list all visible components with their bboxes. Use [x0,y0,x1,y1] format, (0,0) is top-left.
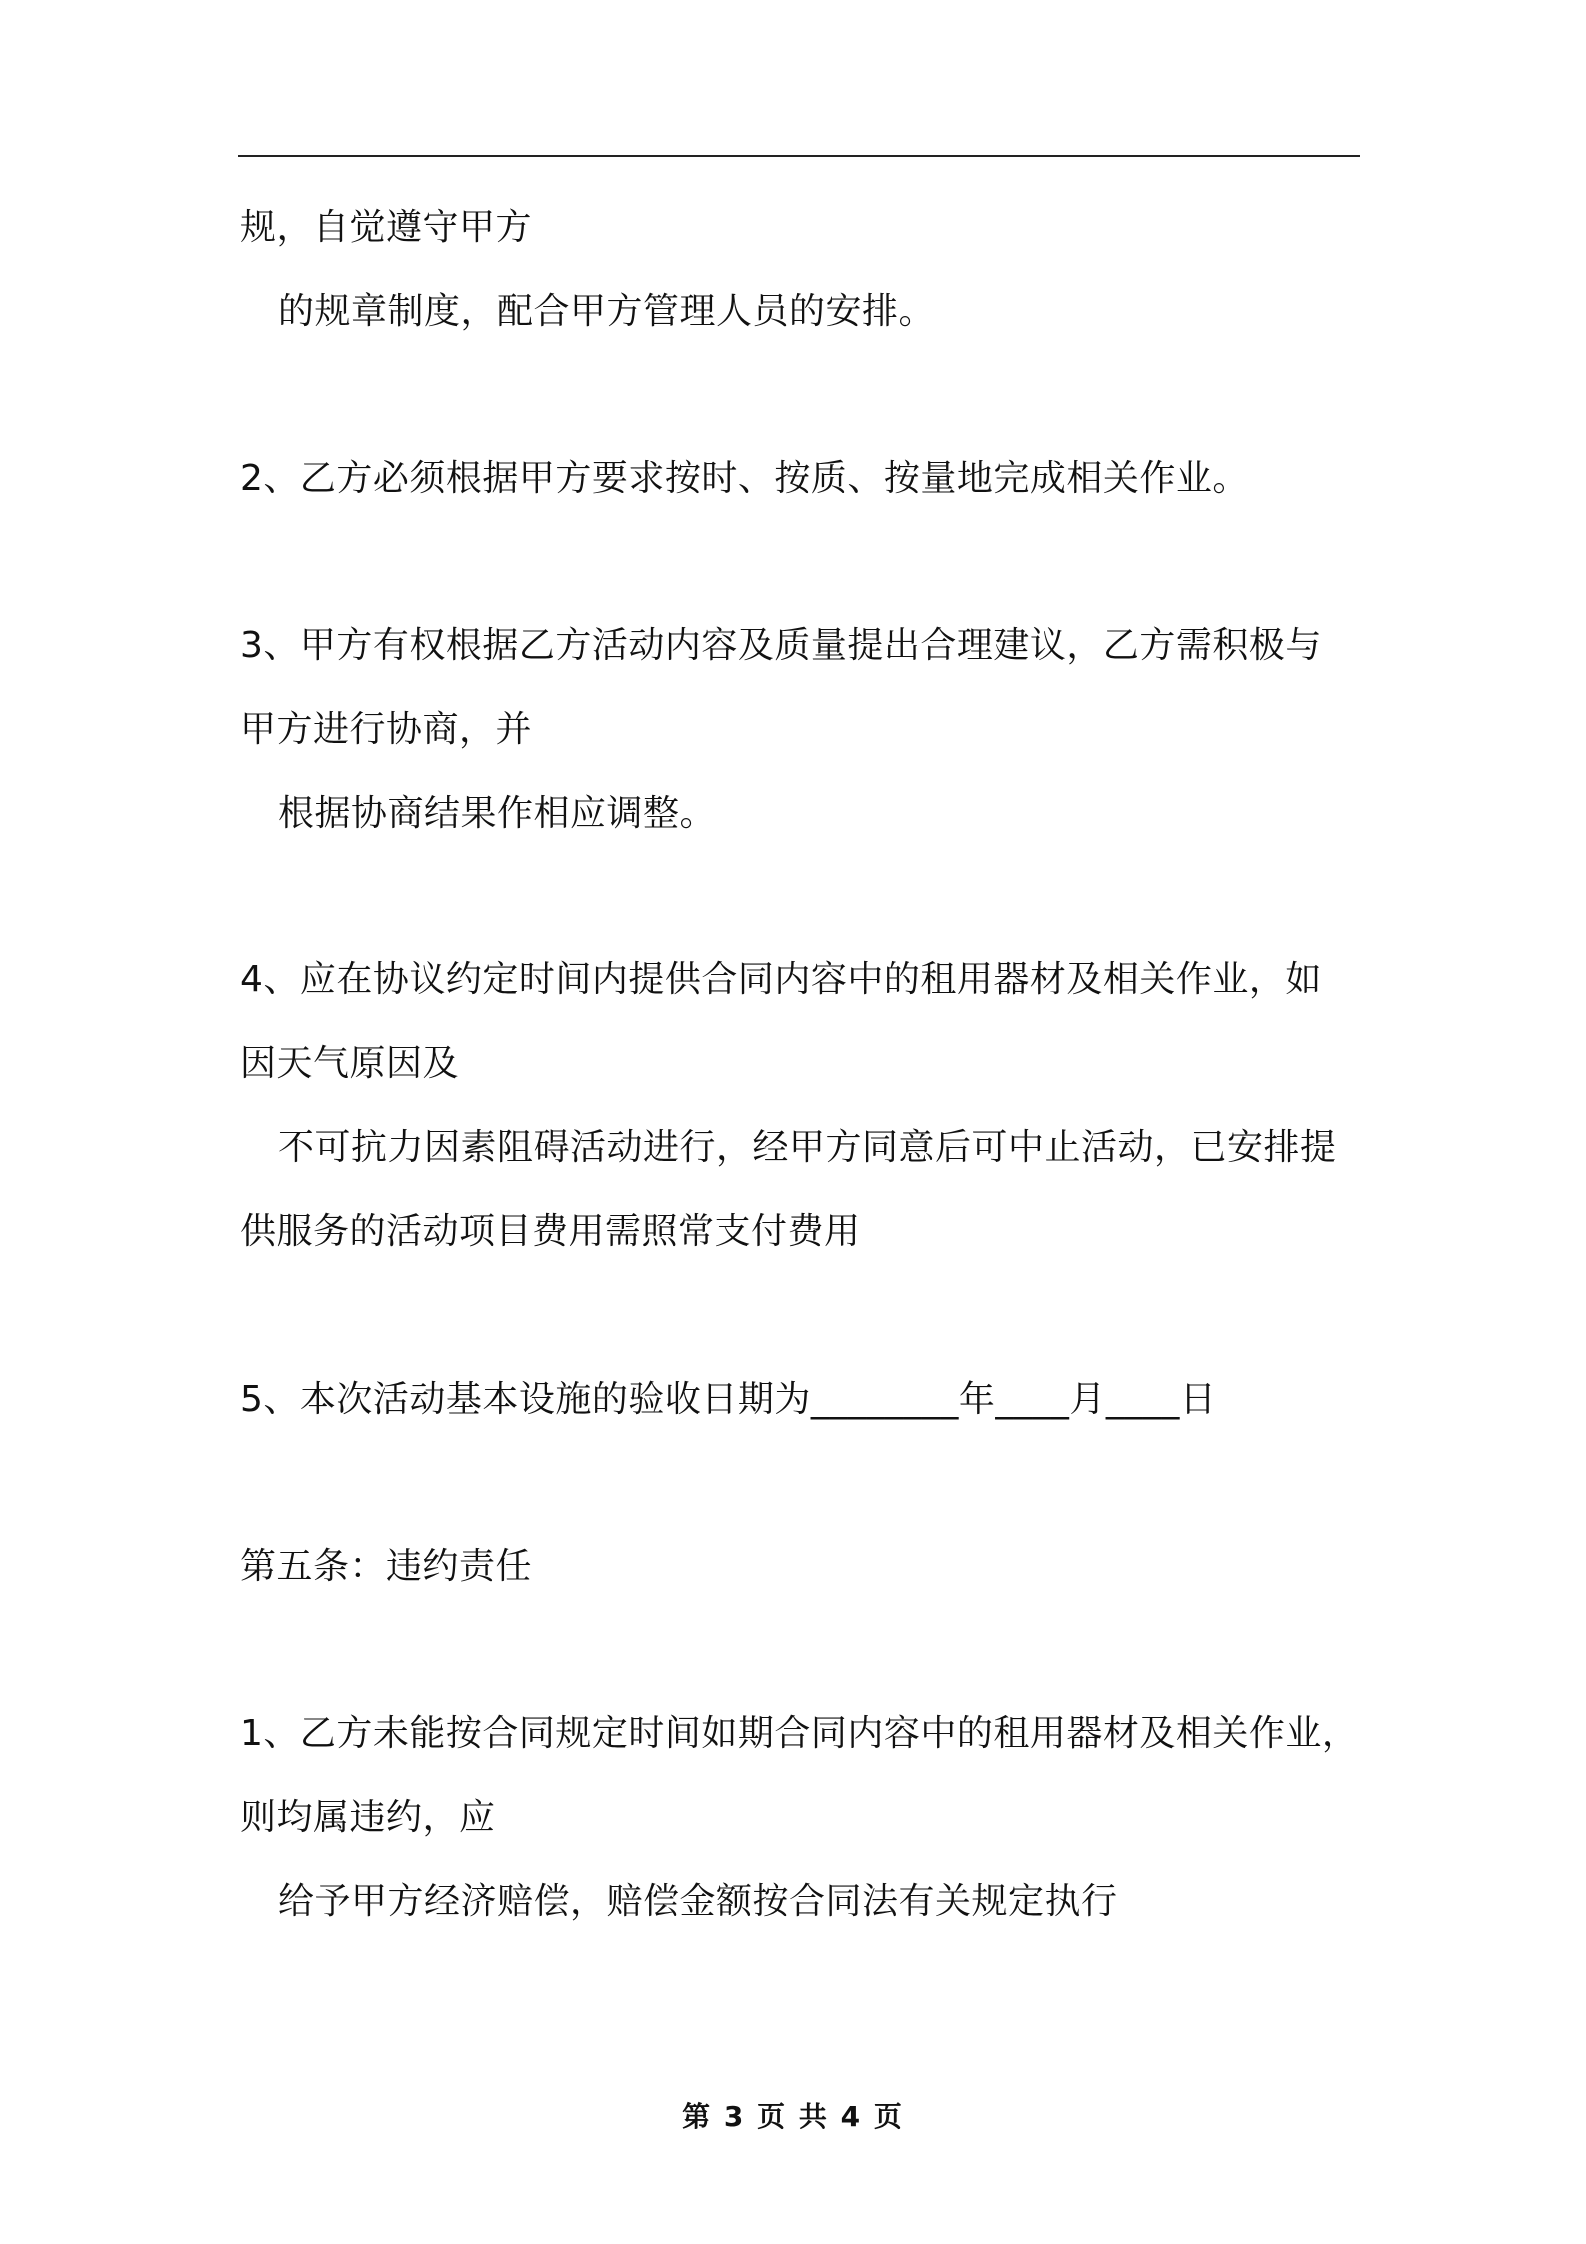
text-line: 的规章制度，配合甲方管理人员的安排。 [278,291,936,332]
header-rule [238,155,1360,157]
text-line: 甲方进行协商，并 [240,709,533,750]
clause-4: 4、应在协议约定时间内提供合同内容中的租用器材及相关作业，如 [240,959,1322,1000]
page-number: 第 3 页 共 4 页 [682,2100,904,2133]
breach-clause-1: 1、乙方未能按合同规定时间如期合同内容中的租用器材及相关作业， [240,1713,1359,1754]
text-line: 则均属违约，应 [240,1797,496,1838]
text-line: 供服务的活动项目费用需照常支付费用 [240,1211,861,1252]
clause-5: 5、本次活动基本设施的验收日期为________年____月____日 [240,1379,1217,1420]
text-line: 因天气原因及 [240,1043,460,1084]
text-line: 规，自觉遵守甲方 [240,207,533,248]
clause-2: 2、乙方必须根据甲方要求按时、按质、按量地完成相关作业。 [240,458,1249,499]
text-line: 给予甲方经济赔偿，赔偿金额按合同法有关规定执行 [278,1881,1118,1922]
text-line: 不可抗力因素阻碍活动进行，经甲方同意后可中止活动，已安排提 [278,1127,1337,1168]
clause-3: 3、甲方有权根据乙方活动内容及质量提出合理建议，乙方需积极与 [240,625,1322,666]
text-line: 根据协商结果作相应调整。 [278,793,717,834]
section-heading: 第五条：违约责任 [240,1546,533,1587]
